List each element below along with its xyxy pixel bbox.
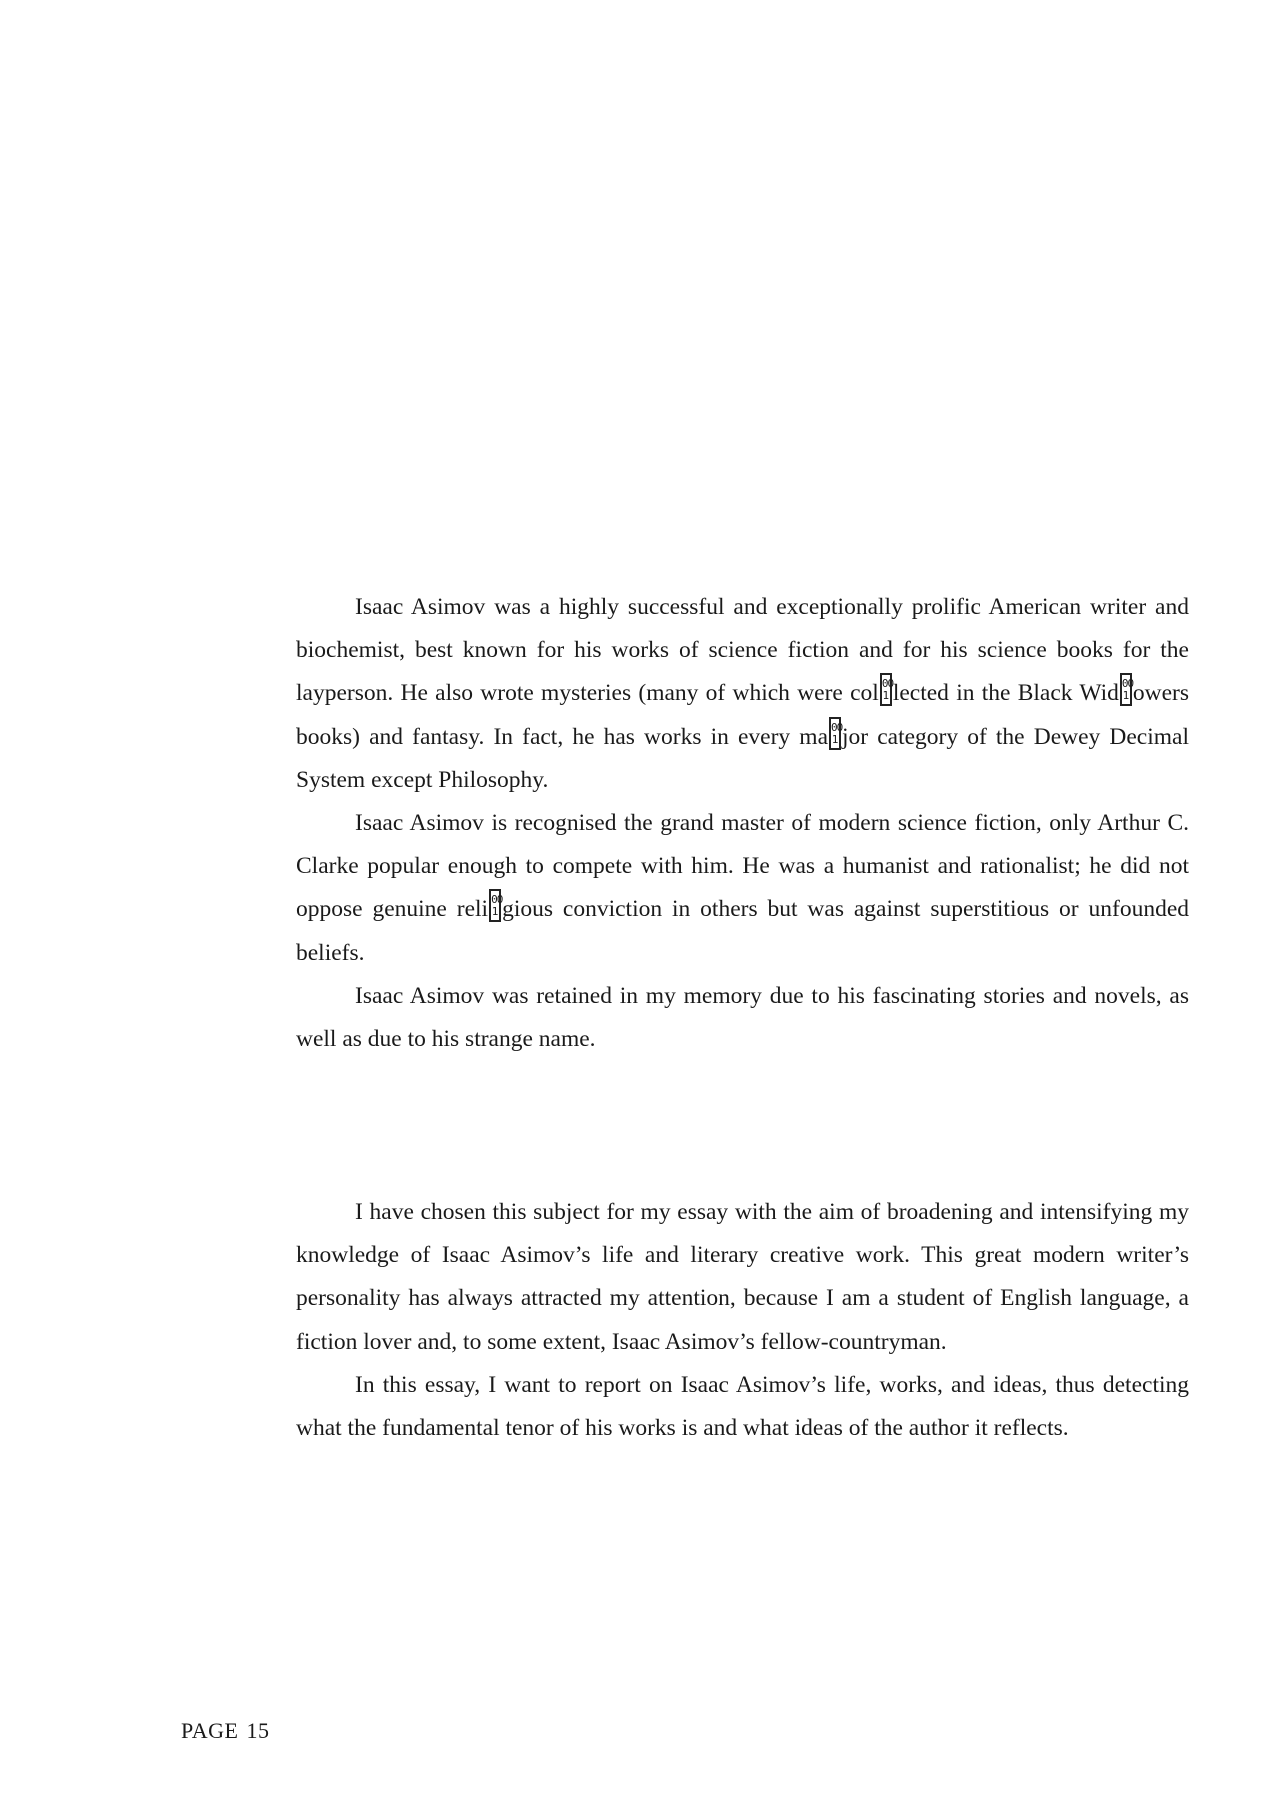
text-run: jor category of the Dewey Decimal System except Philosophy. xyxy=(296,723,1189,793)
text-run: owers books) and fantasy. In fact, he has works in every ma xyxy=(296,680,1189,750)
page-number: 15 xyxy=(246,1718,270,1743)
text-run: lected in the Black Wid xyxy=(892,680,1119,707)
paragraph xyxy=(296,1364,1189,1450)
missing-glyph-icon xyxy=(489,889,501,922)
page-number-footer xyxy=(181,1718,269,1744)
missing-glyph-code-top: 00 xyxy=(831,720,843,734)
text-run: Isaac Asimov was retained in my memory due to his fascinating stories and novels, as well as due to his strange name. xyxy=(296,982,1189,1053)
missing-glyph-code-bottom: 1 xyxy=(831,732,839,746)
missing-glyph-code-bottom: 1 xyxy=(1122,689,1130,703)
missing-glyph-code-top: 00 xyxy=(491,893,503,907)
missing-glyph-icon xyxy=(880,673,892,706)
missing-glyph-code-bottom: 1 xyxy=(491,905,499,919)
missing-glyph-code-bottom: 1 xyxy=(882,689,890,703)
essay-section-aims xyxy=(296,1191,1189,1450)
page-label: PAGE xyxy=(181,1718,239,1743)
paragraph xyxy=(296,802,1189,975)
paragraph xyxy=(296,975,1189,1061)
missing-glyph-icon xyxy=(1120,673,1132,706)
missing-glyph-code-top: 00 xyxy=(1121,677,1134,691)
text-run: Isaac Asimov is recognised the grand master of modern science fiction, only Arthur C. Clarke popular enough to compete with him. He was a humanist and rationalist; he did not oppose genuine reli xyxy=(296,810,1189,923)
text-run: Isaac Asimov was a highly successful and exceptionally prolific American writer and biochemist, best known for his works of science fiction and for his science books for the layperson. He also wrote mysteries (many of which were col xyxy=(296,594,1189,707)
essay-section-intro xyxy=(296,586,1189,1061)
text-run: In this essay, I want to report on Isaac Asimov’s life, works, and ideas, thus detecting what the fundamental tenor of his works is and what ideas of the author it reflects. xyxy=(296,1371,1189,1442)
paragraph xyxy=(296,1191,1189,1364)
missing-glyph-code-top: 00 xyxy=(881,677,894,691)
text-run: gious conviction in others but was against superstitious or unfounded beliefs. xyxy=(296,896,1189,966)
paragraph xyxy=(296,586,1189,802)
text-run: I have chosen this subject for my essay with the aim of broadening and intensifying my knowledge of Isaac Asimov’s life and literary creative work. This great modern writer’s personality has always attracted my attention, because I am a student of English language, a fiction lover and, to some extent, Isaac Asimov’s fellow-countryman. xyxy=(296,1199,1189,1355)
missing-glyph-icon xyxy=(829,717,841,750)
